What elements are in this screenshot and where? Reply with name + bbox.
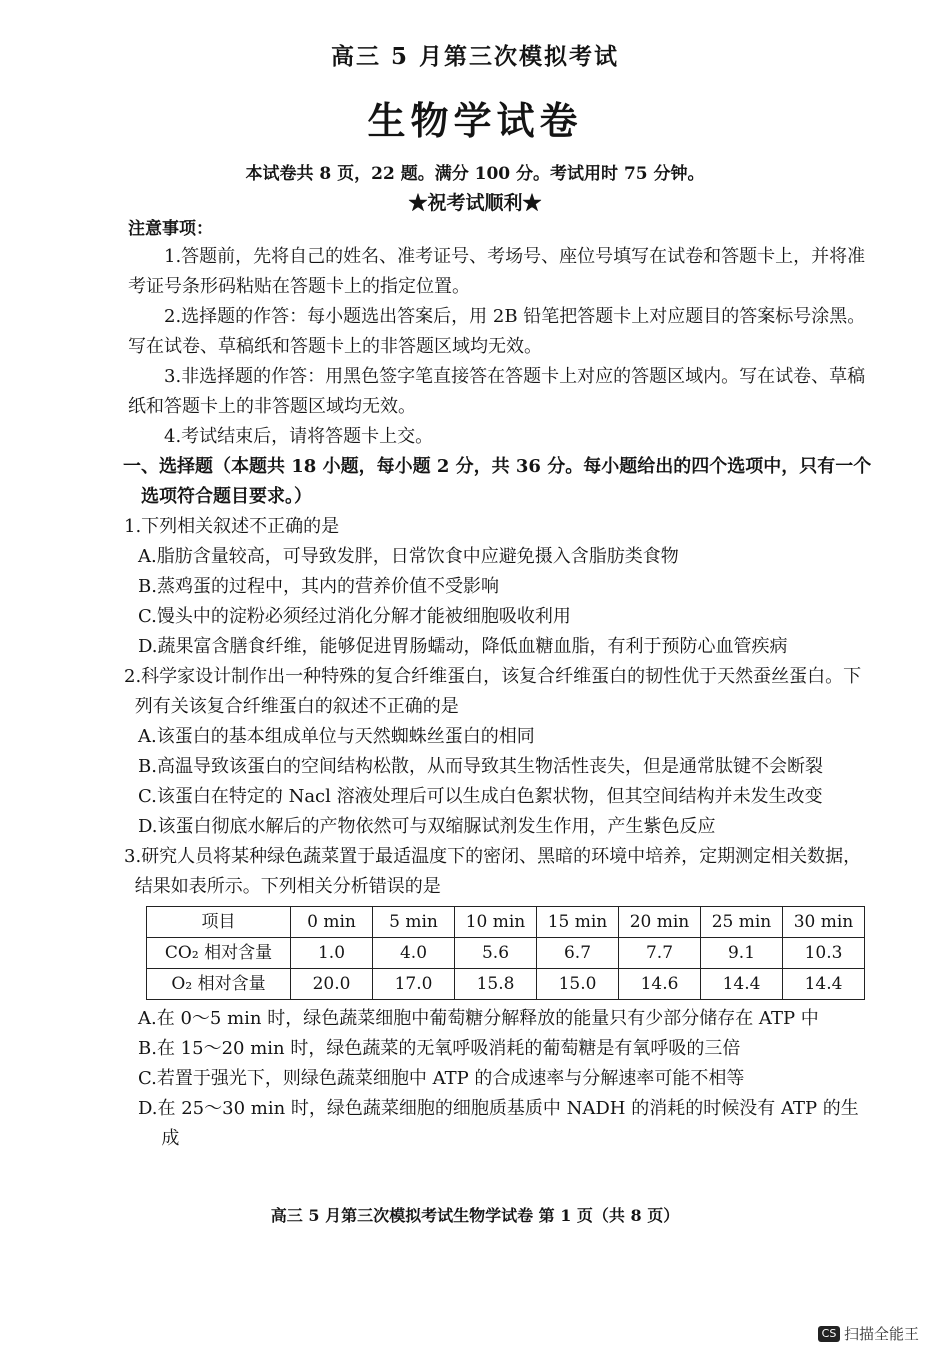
- table-row-label: O₂ 相对含量: [147, 969, 291, 1000]
- table-header-row: [147, 907, 865, 938]
- question-1-option-d: D.蔬果富含膳食纤维，能够促进胃肠蠕动，降低血糖血脂，有利于预防心血管疾病: [138, 636, 788, 657]
- question-2-stem: 2.科学家设计制作出一种特殊的复合纤维蛋白，该复合纤维蛋白的韧性优于天然蚕丝蛋白。下列有关该复合纤维蛋白的叙述不正确的是: [124, 666, 862, 717]
- table-cell: 17.0: [373, 969, 455, 1000]
- table-cell: 15.8: [455, 969, 537, 1000]
- table-header-cell: 25 min: [701, 907, 783, 938]
- note-item: 4.考试结束后，请将答题卡上交。: [164, 426, 434, 447]
- table-header-cell: 20 min: [619, 907, 701, 938]
- table-cell: 7.7: [619, 938, 701, 969]
- table-cell: 14.4: [701, 969, 783, 1000]
- table-row-label: CO₂ 相对含量: [147, 938, 291, 969]
- good-luck-banner: ★祝考试顺利★: [408, 192, 542, 214]
- table-cell: 6.7: [537, 938, 619, 969]
- data-table: [146, 906, 865, 1000]
- table-cell: 9.1: [701, 938, 783, 969]
- question-3-stem: 3.研究人员将某种绿色蔬菜置于最适温度下的密闭、黑暗的环境中培养，定期测定相关数据，结果如表所示。下列相关分析错误的是: [124, 846, 862, 897]
- table-cell: 15.0: [537, 969, 619, 1000]
- question-2-option-d: D.该蛋白彻底水解后的产物依然可与双缩脲试剂发生作用，产生紫色反应: [138, 816, 716, 837]
- table-row: [147, 969, 865, 1000]
- subject-title: 生物学试卷: [367, 98, 583, 143]
- table-cell: 14.4: [783, 969, 865, 1000]
- question-3-option-a: A.在 0～5 min 时，绿色蔬菜细胞中葡萄糖分解释放的能量只有少部分储存在 ATP 中: [138, 1008, 819, 1029]
- table-cell: 1.0: [291, 938, 373, 969]
- table-cell: 4.0: [373, 938, 455, 969]
- table-header-cell: 0 min: [291, 907, 373, 938]
- table-header-cell: 15 min: [537, 907, 619, 938]
- exam-content: [123, 216, 874, 1154]
- page-footer: 高三 5 月第三次模拟考试生物学试卷 第 1 页（共 8 页）: [270, 1206, 680, 1225]
- exam-info: 本试卷共 8 页，22 题。满分 100 分。考试用时 75 分钟。: [245, 164, 705, 184]
- scanner-watermark: [818, 1322, 950, 1345]
- question-1-option-c: C.馒头中的淀粉必须经过消化分解才能被细胞吸收利用: [138, 606, 571, 627]
- note-item: 3.非选择题的作答：用黑色签字笔直接答在答题卡上对应的答题区域内。写在试卷、草稿纸和答题卡上的非答题区域均无效。: [128, 366, 866, 417]
- question-3-option-d: D.在 25～30 min 时，绿色蔬菜细胞的细胞质基质中 NADH 的消耗的时候没有 ATP 的生成: [138, 1098, 859, 1149]
- notes-title: 注意事项：: [128, 219, 213, 239]
- table-cell: 10.3: [783, 938, 865, 969]
- question-1-option-a: A.脂肪含量较高，可导致发胖，日常饮食中应避免摄入含脂肪类食物: [138, 546, 679, 567]
- exam-title: 高三 5 月第三次模拟考试: [330, 43, 620, 70]
- table-header-cell: 10 min: [455, 907, 537, 938]
- table-header-cell: 项目: [147, 907, 291, 938]
- question-3-option-c: C.若置于强光下，则绿色蔬菜细胞中 ATP 的合成速率与分解速率可能不相等: [138, 1068, 745, 1089]
- table-row: [147, 938, 865, 969]
- question-1-stem: 1.下列相关叙述不正确的是: [124, 516, 340, 537]
- table-cell: 5.6: [455, 938, 537, 969]
- question-2-option-b: B.高温导致该蛋白的空间结构松散，从而导致其生物活性丧失，但是通常肽键不会断裂: [138, 756, 823, 777]
- question-2-option-c: C.该蛋白在特定的 Nacl 溶液处理后可以生成白色絮状物，但其空间结构并未发生改变: [138, 786, 823, 807]
- section-heading: 一、选择题（本题共 18 小题，每小题 2 分，共 36 分。每小题给出的四个选项中，只有一个选项符合题目要求。）: [123, 456, 872, 507]
- camscanner-logo-icon: CS: [818, 1326, 840, 1342]
- question-2-option-a: A.该蛋白的基本组成单位与天然蜘蛛丝蛋白的相同: [138, 726, 535, 747]
- question-3-option-b: B.在 15～20 min 时，绿色蔬菜的无氧呼吸消耗的葡萄糖是有氧呼吸的三倍: [138, 1038, 741, 1059]
- note-item: 2.选择题的作答：每小题选出答案后，用 2B 铅笔把答题卡上对应题目的答案标号涂黑。写在试卷、草稿纸和答题卡上的非答题区域均无效。: [128, 306, 866, 357]
- question-1-option-b: B.蒸鸡蛋的过程中，其内的营养价值不受影响: [138, 576, 499, 597]
- table-header-cell: 5 min: [373, 907, 455, 938]
- watermark-text: 扫描全能王: [844, 1325, 920, 1343]
- table-header-cell: 30 min: [783, 907, 865, 938]
- table-cell: 14.6: [619, 969, 701, 1000]
- table-cell: 20.0: [291, 969, 373, 1000]
- note-item: 1.答题前，先将自己的姓名、准考证号、考场号、座位号填写在试卷和答题卡上，并将准考证号条形码粘贴在答题卡上的指定位置。: [128, 246, 866, 297]
